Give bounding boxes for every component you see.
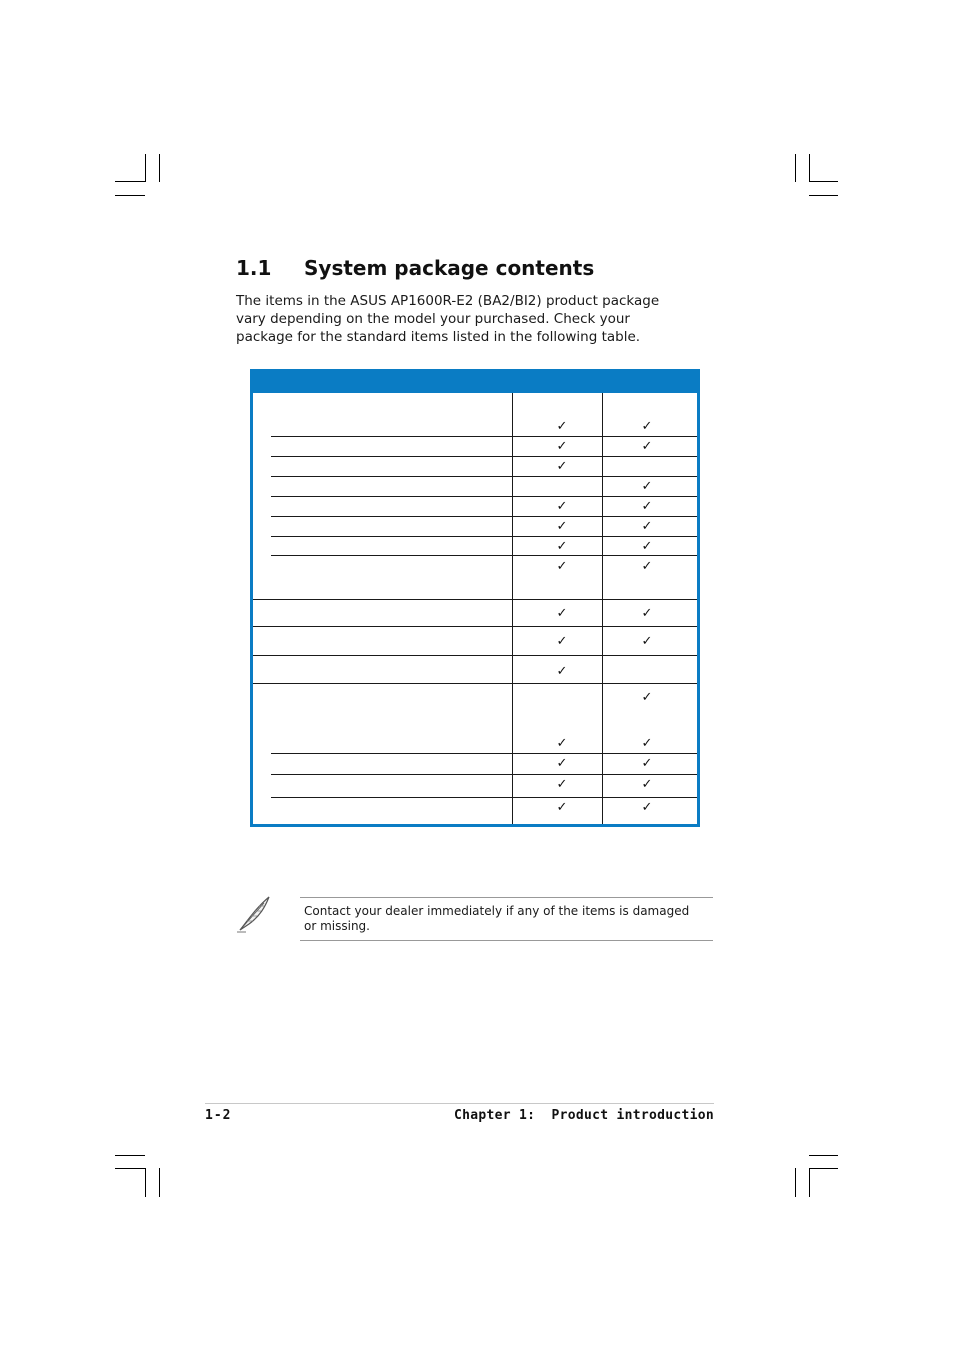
check-mark-icon: ✓ [641, 606, 653, 621]
check-mark-icon: ✓ [556, 459, 568, 474]
check-mark-icon: ✓ [641, 690, 653, 705]
check-mark-icon: ✓ [556, 664, 568, 679]
footer-rule [205, 1103, 714, 1104]
check-mark-icon: ✓ [641, 419, 653, 434]
crop-mark [115, 195, 145, 196]
footer-chapter-title: Chapter 1: Product introduction [453, 1108, 714, 1123]
check-mark-icon: ✓ [641, 479, 653, 494]
footer-page-number: 1-2 [205, 1108, 232, 1123]
table-row-divider [253, 599, 697, 600]
table-row-divider [271, 797, 697, 798]
note-box [300, 897, 713, 941]
table-row-divider [271, 516, 697, 517]
check-mark-icon: ✓ [641, 499, 653, 514]
check-mark-icon: ✓ [556, 777, 568, 792]
check-mark-icon: ✓ [556, 634, 568, 649]
table-row-divider [253, 626, 697, 627]
check-mark-icon: ✓ [556, 736, 568, 751]
section-number: 1.1 [236, 256, 272, 280]
column-divider [602, 393, 603, 824]
intro-paragraph: The items in the ASUS AP1600R-E2 (BA2/BI2) product package vary depending on the model your purchased. Check your package for the standard items listed in the following table. [236, 293, 660, 345]
crop-mark [159, 1168, 160, 1197]
table-row-divider [271, 555, 697, 556]
crop-mark [159, 154, 160, 182]
crop-mark [145, 1168, 146, 1197]
check-mark-icon: ✓ [641, 439, 653, 454]
crop-mark [809, 181, 838, 182]
crop-mark [115, 1168, 145, 1169]
crop-mark [809, 1155, 838, 1156]
check-mark-icon: ✓ [641, 756, 653, 771]
check-mark-icon: ✓ [556, 419, 568, 434]
crop-mark [115, 181, 145, 182]
crop-mark [795, 1168, 796, 1197]
feather-quill-icon [234, 894, 274, 934]
check-mark-icon: ✓ [641, 634, 653, 649]
package-contents-table [250, 369, 700, 827]
check-mark-icon: ✓ [556, 539, 568, 554]
table-row-divider [271, 774, 697, 775]
section-title: System package contents [304, 256, 595, 280]
table-row-divider [271, 753, 697, 754]
crop-mark [115, 1155, 145, 1156]
table-row-divider [271, 476, 697, 477]
check-mark-icon: ✓ [556, 606, 568, 621]
table-row-divider [271, 496, 697, 497]
crop-mark [795, 154, 796, 182]
check-mark-icon: ✓ [556, 519, 568, 534]
check-mark-icon: ✓ [556, 499, 568, 514]
table-row-divider [253, 683, 697, 684]
column-divider [512, 393, 513, 824]
check-mark-icon: ✓ [556, 756, 568, 771]
table-row-divider [271, 436, 697, 437]
crop-mark [145, 154, 146, 182]
check-mark-icon: ✓ [556, 439, 568, 454]
check-mark-icon: ✓ [556, 800, 568, 815]
check-mark-icon: ✓ [556, 559, 568, 574]
check-mark-icon: ✓ [641, 539, 653, 554]
section-heading [236, 256, 594, 280]
crop-mark [809, 154, 810, 182]
table-row-divider [271, 456, 697, 457]
crop-mark [809, 1168, 810, 1197]
check-mark-icon: ✓ [641, 559, 653, 574]
crop-mark [809, 195, 838, 196]
table-header-bar [250, 369, 700, 393]
table-row-divider [271, 536, 697, 537]
check-mark-icon: ✓ [641, 777, 653, 792]
check-mark-icon: ✓ [641, 519, 653, 534]
table-row-divider [253, 655, 697, 656]
crop-mark [809, 1168, 838, 1169]
check-mark-icon: ✓ [641, 800, 653, 815]
check-mark-icon: ✓ [641, 736, 653, 751]
note-text: Contact your dealer immediately if any of the items is damaged or missing. [304, 904, 690, 933]
